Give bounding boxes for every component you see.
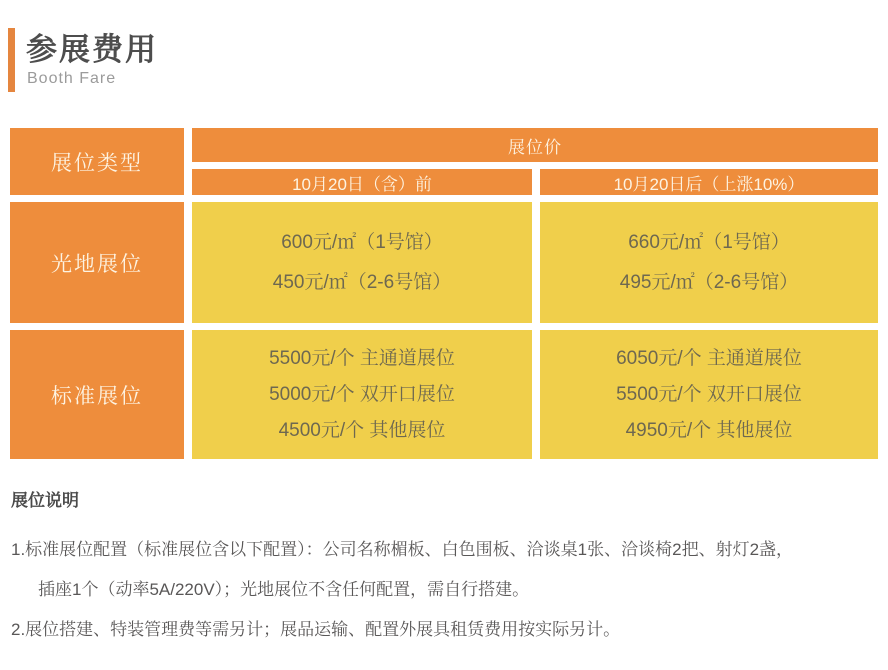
price-line: 4950元/个 其他展位 (625, 419, 793, 441)
note-line: 插座1个（动率5A/220V）；光地展位不含任何配置，需自行搭建。 (38, 580, 530, 599)
price-line: 450元/㎡（2-6号馆） (272, 271, 452, 293)
note-item-2 (11, 610, 877, 650)
note-item-1 (11, 530, 877, 610)
price-cell-raw-after (540, 202, 878, 323)
accent-bar (8, 28, 15, 92)
header-cell-booth-price: 展位价 (192, 128, 878, 162)
note-line: 1.标准展位配置（标准展位含以下配置）：公司名称楣板、白色围板、洽谈桌1张、洽谈椅2把、射灯2盏， (11, 540, 794, 559)
price-line: 600元/㎡（1号馆） (281, 231, 443, 253)
price-cell-standard-after (540, 330, 878, 459)
notes-heading: 展位说明 (11, 491, 79, 510)
price-line: 5500元/个 双开口展位 (616, 383, 802, 405)
price-cell-standard-before (192, 330, 532, 459)
row-label-standard-booth: 标准展位 (10, 330, 184, 459)
price-line: 4500元/个 其他展位 (278, 419, 446, 441)
header-cell-after-date: 10月20日后（上涨10%） (540, 169, 878, 195)
price-line: 5500元/个 主通道展位 (269, 347, 455, 369)
header-cell-before-date: 10月20日（含）前 (192, 169, 532, 195)
price-line: 495元/㎡（2-6号馆） (619, 271, 799, 293)
page-subtitle: Booth Fare (27, 70, 117, 87)
fare-table (10, 128, 878, 459)
price-line: 6050元/个 主通道展位 (616, 347, 802, 369)
note-line: 2.展位搭建、特装管理费等需另计；展品运输、配置外展具租赁费用按实际另计。 (11, 620, 621, 639)
row-label-raw-space-booth: 光地展位 (10, 202, 184, 323)
header-cell-booth-type: 展位类型 (10, 128, 184, 195)
page-title: 参展费用 (26, 32, 158, 67)
price-cell-raw-before (192, 202, 532, 323)
price-line: 660元/㎡（1号馆） (628, 231, 790, 253)
price-line: 5000元/个 双开口展位 (269, 383, 455, 405)
booth-notes-section (11, 486, 877, 650)
